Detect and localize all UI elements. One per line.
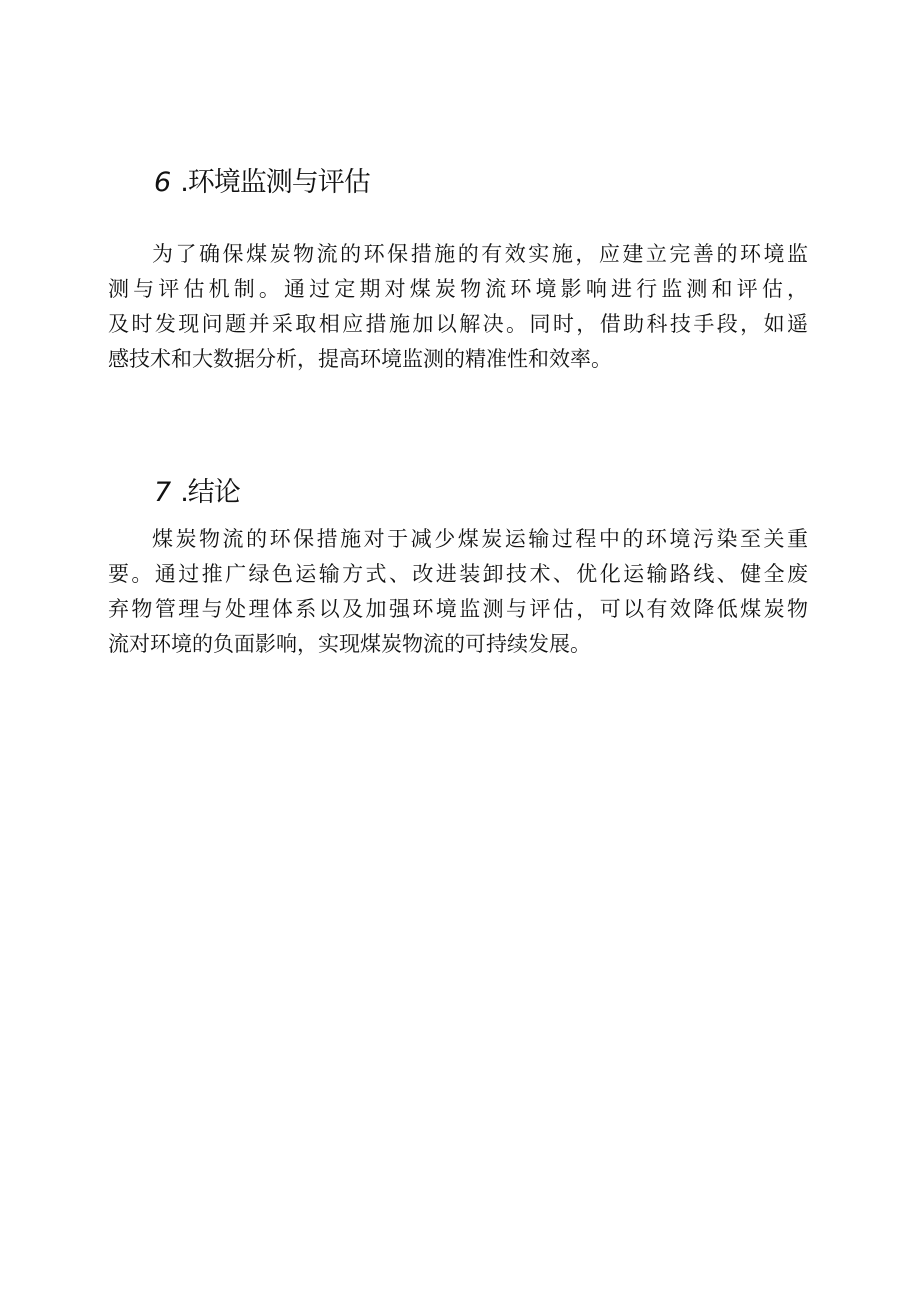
- paragraph-line: 流对环境的负面影响，实现煤炭物流的可持续发展。: [108, 632, 591, 656]
- paragraph-line: 煤炭物流的环保措施对于减少煤炭运输过程中的环境污染至关重: [152, 527, 808, 551]
- section-title: .结论: [180, 477, 240, 508]
- section-heading-6: [154, 166, 370, 200]
- paragraph-line: 测与评估机制。通过定期对煤炭物流环境影响进行监测和评估，: [108, 277, 808, 301]
- paragraph-line: 感技术和大数据分析，提高环境监测的精准性和效率。: [108, 347, 612, 371]
- paragraph-line: 为了确保煤炭物流的环保措施的有效实施，应建立完善的环境监: [152, 242, 808, 266]
- paragraph-line: 弃物管理与处理体系以及加强环境监测与评估，可以有效降低煤炭物: [108, 597, 808, 621]
- section-number: 6: [154, 167, 171, 198]
- section-paragraph-6: [108, 237, 808, 377]
- paragraph-line: 要。通过推广绿色运输方式、改进装卸技术、优化运输路线、健全废: [108, 562, 808, 586]
- section-number: 7: [154, 477, 171, 508]
- section-title: .环境监测与评估: [180, 167, 370, 198]
- section-paragraph-7: [108, 522, 808, 662]
- paragraph-line: 及时发现问题并采取相应措施加以解决。同时，借助科技手段，如遥: [108, 312, 808, 336]
- section-heading-7: [154, 476, 240, 510]
